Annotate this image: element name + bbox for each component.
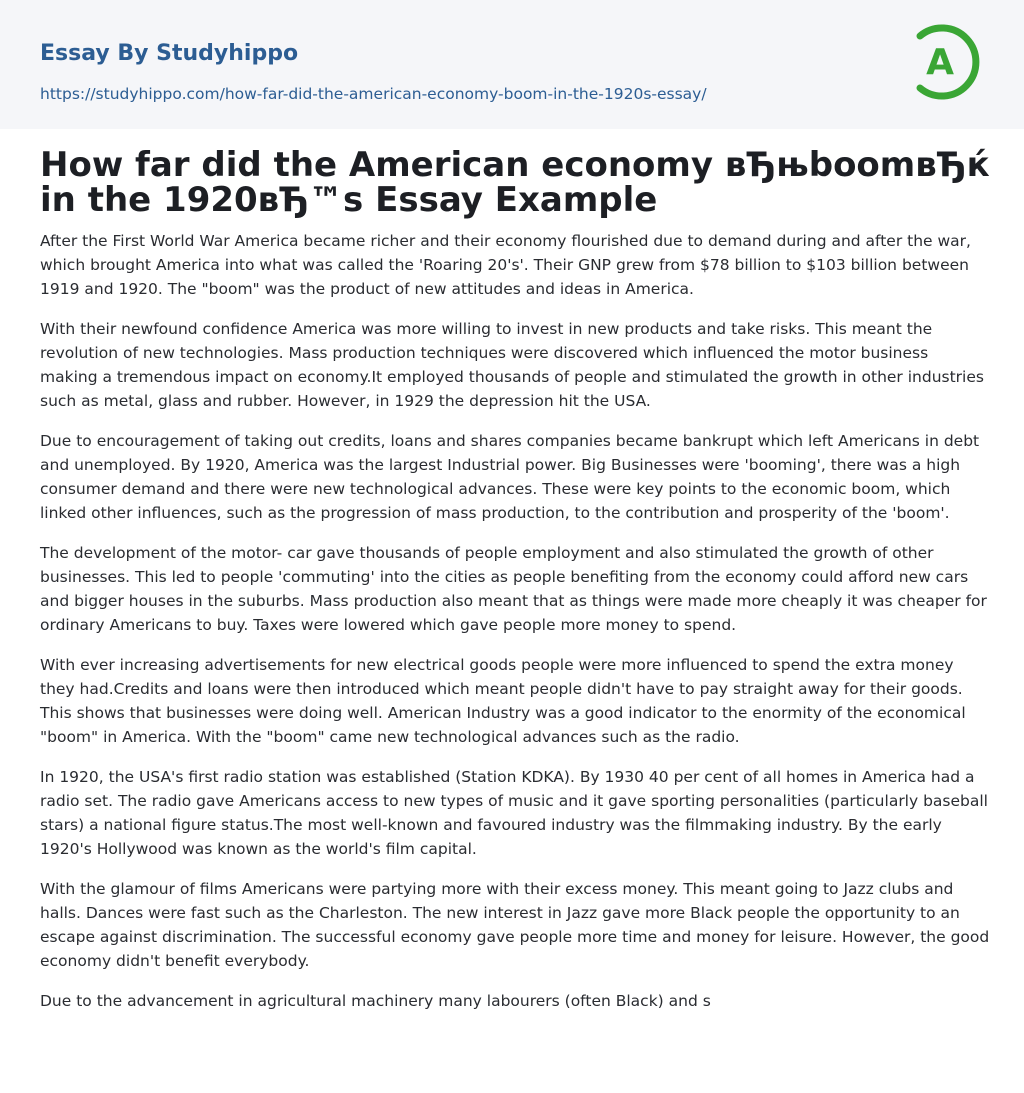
essay-body: [40, 229, 990, 1029]
essay-paragraph: After the First World War America became richer and their economy flourished due to demand during and after the war, which brought America into what was called the 'Roaring 20's'. Their GNP grew from $78 billion to $103 billion between 1919 and 1920. The "boom" was the product of new attitudes and ideas in America.: [40, 232, 971, 298]
logo-letter: A: [926, 42, 954, 83]
essay-paragraph: The development of the motor- car gave thousands of people employment and also stimulated the growth of other businesses. This led to people 'commuting' into the cities as people benefiting from the economy could afford new cars and bigger houses in the suburbs. Mass production also meant that as things were made more cheaply it was cheaper for ordinary Americans to buy. Taxes were lowered which gave people more money to spend.: [40, 544, 987, 634]
essay-paragraph: With ever increasing advertisements for new electrical goods people were more influenced to spend the extra money they had.Credits and loans were then introduced which meant people didn't have to pay straight away for their goods. This shows that businesses were doing well. American Industry was a good indicator to the enormity of the economical "boom" in America. With the "boom" came new technological advances such as the radio.: [40, 656, 966, 746]
essay-paragraph: In 1920, the USA's first radio station was established (Station KDKA). By 1930 40 per cent of all homes in America had a radio set. The radio gave Americans access to new types of music and it gave sporting personalities (particularly baseball stars) a national figure status.The most well-known and favoured industry was the filmmaking industry. By the early 1920's Hollywood was known as the world's film capital.: [40, 768, 988, 858]
page-header: [0, 0, 1024, 129]
essay-url-link[interactable]: https://studyhippo.com/how-far-did-the-american-economy-boom-in-the-1920s-essay/: [40, 85, 707, 103]
site-brand[interactable]: Essay By Studyhippo: [40, 41, 299, 66]
essay-paragraph: With their newfound confidence America was more willing to invest in new products and take risks. This meant the revolution of new technologies. Mass production techniques were discovered which influenced the motor business making a tremendous impact on economy.It employed thousands of people and stimulated the growth in other industries such as metal, glass and rubber. However, in 1929 the depression hit the USA.: [40, 320, 984, 410]
essay-paragraph-truncated: Due to the advancement in agricultural machinery many labourers (often Black) and s: [40, 992, 711, 1010]
essay-paragraph: Due to encouragement of taking out credits, loans and shares companies became bankrupt which left Americans in debt and unemployed. By 1920, America was the largest Industrial power. Big Businesses were 'booming', there was a high consumer demand and there were new technological advances. These were key points to the economic boom, which linked other influences, such as the progression of mass production, to the contribution and prosperity of the 'boom'.: [40, 432, 980, 522]
studyhippo-logo-icon[interactable]: [912, 19, 988, 105]
essay-paragraph: With the glamour of films Americans were partying more with their excess money. This meant going to Jazz clubs and halls. Dances were fast such as the Charleston. The new interest in Jazz gave more Black people the opportunity to an escape against discrimination. The successful economy gave people more time and money for leisure. However, the good economy didn't benefit everybody.: [40, 880, 990, 970]
essay-title: How far did the American economy вЂњboomвЂќ in the 1920вЂ™s Essay Example: [40, 145, 990, 220]
